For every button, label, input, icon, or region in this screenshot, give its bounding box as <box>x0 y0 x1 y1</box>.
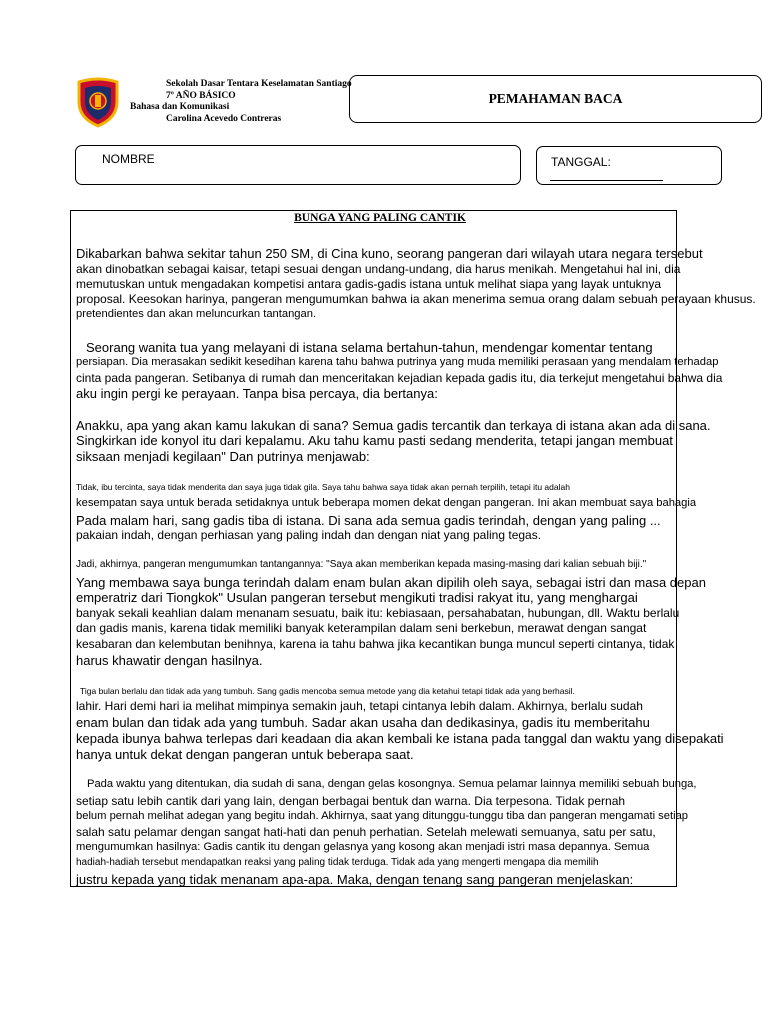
story-line: Jadi, akhirnya, pangeran mengumumkan tantangannya: "Saya akan memberikan kepada masing-masing dari kalian sebuah biji." <box>76 559 647 570</box>
story-line: hadiah-hadiah tersebut mendapatkan reaksi yang paling tidak terduga. Tidak ada yang mengerti mengapa dia memilih <box>76 857 599 868</box>
story-line: lahir. Hari demi hari ia melihat mimpinya semakin jauh, tetapi cintanya lebih dalam. Akhirnya, berlalu sudah <box>76 699 643 713</box>
school-info <box>130 79 352 125</box>
story-line: Pada waktu yang ditentukan, dia sudah di sana, dengan gelas kosongnya. Semua pelamar lainnya memiliki sebuah bunga, <box>87 778 697 790</box>
story-line: cinta pada pangeran. Setibanya di rumah dan menceritakan kejadian kepada gadis itu, dia terkejut mengetahui bahwa dia <box>76 371 723 385</box>
story-line: persiapan. Dia merasakan sedikit kesedihan karena tahu bahwa putrinya yang muda memiliki perasaan yang mendalam terhadap <box>76 356 719 368</box>
story-line: Anakku, apa yang akan kamu lakukan di sana? Semua gadis tercantik dan terkaya di istana akan ada di sana. <box>76 418 711 433</box>
grade-label: 7º AÑO BÁSICO <box>166 90 236 101</box>
school-logo-icon <box>75 76 121 128</box>
worksheet-title: PEMAHAMAN BACA <box>488 91 623 106</box>
story-line: aku ingin pergi ke perayaan. Tanpa bisa percaya, dia bertanya: <box>76 386 438 401</box>
date-field[interactable] <box>536 146 722 185</box>
story-line: akan dinobatkan sebagai kaisar, tetapi sesuai dengan undang-undang, dia harus menikah. Mengetahui hal ini, dia <box>76 262 681 276</box>
subject-label: Bahasa dan Komunikasi <box>130 102 230 112</box>
story-line: enam bulan dan tidak ada yang tumbuh. Sadar akan usaha dan dedikasinya, gadis itu memberitahu <box>76 715 650 730</box>
story-line: siksaan menjadi kegilaan" Dan putrinya menjawab: <box>76 449 370 464</box>
story-line: Yang membawa saya bunga terindah dalam enam bulan akan dipilih oleh saya, sebagai istri dan masa depan <box>76 575 706 590</box>
date-label: TANGGAL: <box>551 155 611 169</box>
story-line: memutuskan untuk mengadakan kompetisi antara gadis-gadis istana untuk melihat siapa yang layak untuknya <box>76 277 662 291</box>
story-line: harus khawatir dengan hasilnya. <box>76 653 263 668</box>
name-label: NOMBRE <box>102 152 155 166</box>
story-line: Singkirkan ide konyol itu dari kepalamu. Aku tahu kamu pasti sedang menderita, tetapi jangan membuat <box>76 433 673 448</box>
story-line: kepada ibunya bahwa terlepas dari keadaan dia akan kembali ke istana pada tanggal dan waktu yang disepakati <box>76 731 724 746</box>
date-underline <box>550 180 663 181</box>
story-line: Dikabarkan bahwa sekitar tahun 250 SM, di Cina kuno, seorang pangeran dari wilayah utara negara tersebut <box>76 246 703 261</box>
story-line: pakaian indah, dengan perhiasan yang paling indah dan dengan niat yang paling tegas. <box>76 528 542 542</box>
teacher-name: Carolina Acevedo Contreras <box>166 113 282 124</box>
story-line: proposal. Keesokan harinya, pangeran mengumumkan bahwa ia akan menerima semua orang dalam sebuah perayaan khusus. <box>76 292 756 306</box>
story-line: pretendientes dan akan meluncurkan tantangan. <box>76 308 317 320</box>
story-line: salah satu pelamar dengan sangat hati-hati dan penuh perhatian. Setelah melewati semuanya, satu per satu, <box>76 825 656 839</box>
name-field[interactable] <box>75 145 521 185</box>
story-line: Tidak, ibu tercinta, saya tidak menderita dan saya juga tidak gila. Saya tahu bahwa saya tidak akan pernah terpilih, tetapi itu adalah <box>76 482 570 492</box>
story-line: Pada malam hari, sang gadis tiba di istana. Di sana ada semua gadis terindah, dengan yang paling ... <box>76 513 661 528</box>
worksheet-title-box <box>349 75 762 123</box>
story-title: BUNGA YANG PALING CANTIK <box>294 212 466 224</box>
story-line: hanya untuk dekat dengan pangeran untuk beberapa saat. <box>76 747 414 762</box>
story-line: kesabaran dan kelembutan benihnya, karena ia tahu bahwa jika kecantikan bunga muncul seperti cintanya, tidak <box>76 637 675 651</box>
story-line: belum pernah melihat adegan yang begitu indah. Akhirnya, saat yang ditunggu-tunggu tiba dan pangeran mengamati setiap <box>76 810 689 822</box>
story-line: kesempatan saya untuk berada setidaknya untuk beberapa momen dekat dengan pangeran. Ini akan membuat saya bahagia <box>76 497 697 509</box>
story-line: justru kepada yang tidak menanam apa-apa. Maka, dengan tenang sang pangeran menjelaskan: <box>76 872 634 887</box>
story-line: Tiga bulan berlalu dan tidak ada yang tumbuh. Sang gadis mencoba semua metode yang dia ketahui tetapi tidak ada yang berhasil. <box>80 686 575 696</box>
story-line: dan gadis manis, karena tidak memiliki banyak keterampilan dalam seni berkebun, merawat dengan sangat <box>76 621 647 635</box>
story-line: mengumumkan hasilnya: Gadis cantik itu dengan gelasnya yang kosong akan menjadi istri masa depannya. Semua <box>76 841 650 853</box>
story-line: Seorang wanita tua yang melayani di istana selama bertahun-tahun, mendengar komentar tentang <box>86 340 653 355</box>
story-line: banyak sekali keahlian dalam menanam sesuatu, baik itu: kebiasaan, persahabatan, hubungan, dll. Waktu berlalu <box>76 606 680 620</box>
school-name: Sekolah Dasar Tentara Keselamatan Santiago <box>166 79 352 89</box>
story-line: emperatriz dari Tiongkok" Usulan pangeran tersebut mengikuti tradisi rakyat itu, yang menghargai <box>76 590 638 605</box>
story-line: setiap satu lebih cantik dari yang lain, dengan berbagai bentuk dan warna. Dia terpesona. Tidak pernah <box>76 794 626 808</box>
